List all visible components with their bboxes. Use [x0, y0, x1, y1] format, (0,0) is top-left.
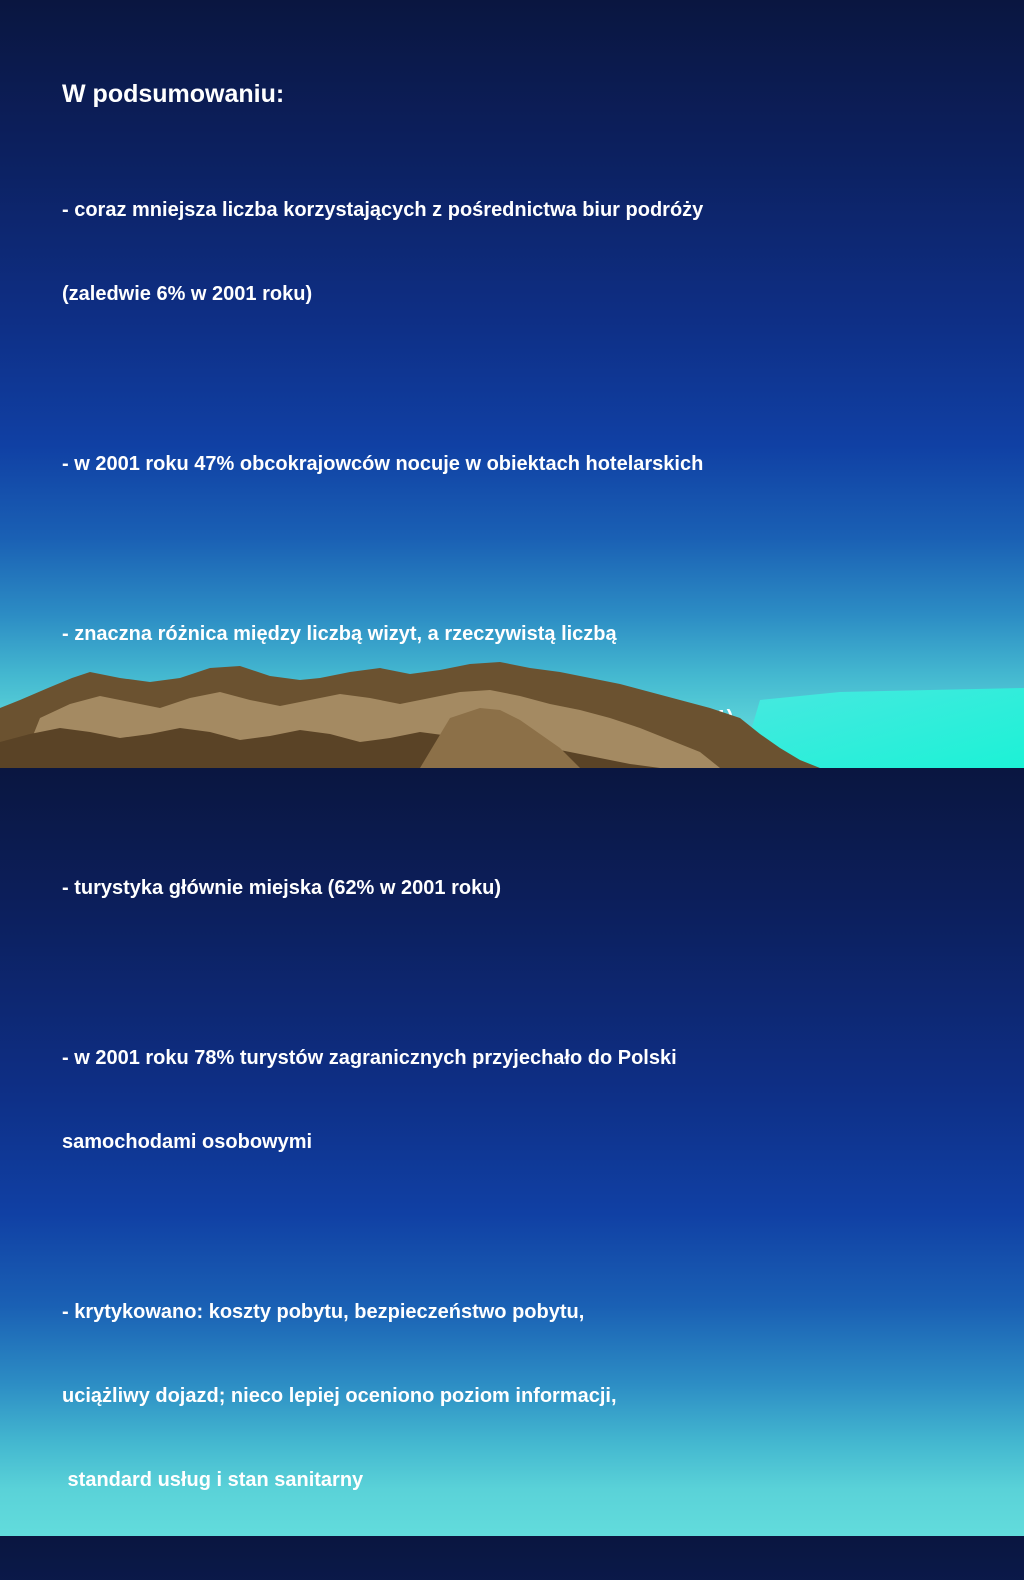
bullet-line: standard usług i stan sanitarny	[62, 1469, 364, 1491]
bullet-point-6	[62, 1242, 1002, 1550]
bullet-line: - w 2001 roku 78% turystów zagranicznych przyjechało do Polski	[62, 1047, 677, 1069]
bullet-point-4	[62, 818, 1002, 958]
bullet-point-2	[62, 394, 1002, 534]
bullet-line: (zaledwie 6% w 2001 roku)	[62, 283, 313, 305]
bullet-line: - krytykowano: koszty pobytu, bezpieczeństwo pobytu,	[62, 1301, 585, 1323]
bullet-line: uciążliwy dojazd; nieco lepiej oceniono poziom informacji,	[62, 1385, 617, 1407]
bullet-line: - w 2001 roku 47% obcokrajowców nocuje w obiektach hotelarskich	[62, 453, 704, 475]
bullet-line: - turystyka głównie miejska (62% w 2001 roku)	[62, 877, 502, 899]
bullet-line: samochodami osobowymi	[62, 1131, 313, 1153]
bullet-line: - coraz mniejsza liczba korzystających z pośrednictwa biur podróży	[62, 199, 704, 221]
bullet-point-5	[62, 988, 1002, 1212]
slide-title: W podsumowaniu:	[62, 80, 285, 108]
bullet-point-1	[62, 140, 1002, 364]
mountain-landscape	[0, 648, 1024, 768]
bullet-line: - znaczna różnica między liczbą wizyt, a rzeczywistą liczbą	[62, 623, 617, 645]
slide-content	[62, 78, 1002, 1580]
